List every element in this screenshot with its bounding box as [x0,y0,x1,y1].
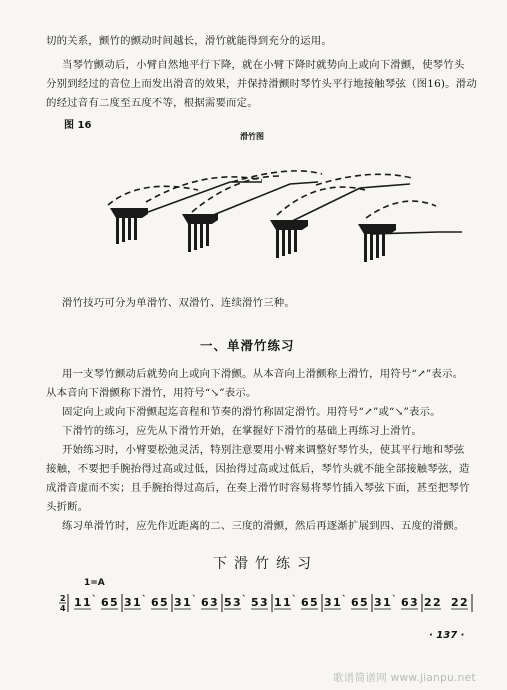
note: 5 [310,596,318,609]
note: 6 [351,596,359,609]
time-signature-top: 2 [60,594,66,603]
note: 1 [333,596,341,609]
note: 6 [401,596,409,609]
note: 6 [301,596,309,609]
section-line: 头折断。 [46,501,89,513]
slide-mark: ` [242,595,247,605]
note: 1 [133,596,141,609]
site-watermark: 歌谱简谱网 www.jianpu.net [333,672,476,684]
note: 3 [174,596,182,609]
slide-mark: ` [192,595,197,605]
note: 3 [210,596,218,609]
note: 3 [324,596,332,609]
intro-line: 滑竹技巧可分为单滑竹、双滑竹、连续滑竹三种。 [62,297,295,309]
paragraph-line: 当琴竹颤动后，小臂自然地平行下降，就在小臂下降时就势向上或向下滑颤，使琴竹头 [62,59,465,71]
paragraph-line: 切的关系，颤竹的颤动时间越长，滑竹就能得到充分的运用。 [46,35,332,47]
note: 5 [360,596,368,609]
slide-mark: ` [142,595,147,605]
note: 3 [374,596,382,609]
note: 6 [201,596,209,609]
note: 1 [383,596,391,609]
section-line: 接触，不要把手腕抬得过高或过低，因抬得过高或过低后，琴竹头就不能全部接触琴弦，造 [46,463,470,475]
note: 3 [124,596,132,609]
practice-title: 下滑竹练习 [213,556,318,572]
note: 3 [410,596,418,609]
slide-mark: ` [92,595,97,605]
section-line: 练习单滑竹时，应先作近距离的二、三度的滑颤，然后再逐渐扩展到四、五度的滑颤。 [62,520,465,532]
note: 1 [83,596,91,609]
note: 1 [274,596,282,609]
slide-mark: ` [342,595,347,605]
slide-mark: ` [392,595,397,605]
note: 5 [224,596,232,609]
note: 3 [260,596,268,609]
note: 3 [233,596,241,609]
note: 6 [151,596,159,609]
note: 2 [451,596,459,609]
section-line: 开始练习时，小臂要松弛灵活，特别注意要用小臂来调整好琴竹头，使其平行地和琴弦 [62,444,465,456]
note: 2 [424,596,432,609]
note: 2 [433,596,441,609]
note: 6 [101,596,109,609]
section-line: 从本音向下滑颤称下滑竹，用符号“↘”表示。 [46,387,257,399]
section-line: 下滑竹的练习，应先从下滑竹开始，在掌握好下滑竹的基础上再练习上滑竹。 [62,425,423,437]
slide-mark: ` [292,595,297,605]
note: 2 [460,596,468,609]
section-line: 成滑音虚而不实；且手腕抬得过高后，在奏上滑竹时容易将琴竹插入琴弦下面，甚至把琴竹 [46,482,470,494]
figure-title: 滑竹图 [240,131,264,141]
paragraph-line: 分别到经过的音位上而发出滑音的效果，并保持滑颤时琴竹头平行地接触琴弦（图16)。滑动 [46,78,477,90]
time-signature-bottom: 4 [60,604,66,613]
note: 5 [110,596,118,609]
note: 1 [183,596,191,609]
section-line: 固定向上或向下滑颤起迄音程和节奏的滑竹称固定滑竹。用符号“↗”或“↘”表示。 [62,406,441,418]
paragraph-line: 的经过音有二度至五度不等，根据需要而定。 [46,97,258,109]
note: 5 [160,596,168,609]
page-number: · 137 · [429,630,465,641]
section-title: 一、单滑竹练习 [200,338,295,353]
note: 1 [74,596,82,609]
note: 5 [251,596,259,609]
key-signature: 1=A [84,578,105,588]
note: 1 [283,596,291,609]
figure-label: 图 16 [64,120,92,131]
section-line: 用一支琴竹颤动后就势向上或向下滑颤。从本音向上滑颤称上滑竹，用符号“↗”表示。 [62,368,464,380]
